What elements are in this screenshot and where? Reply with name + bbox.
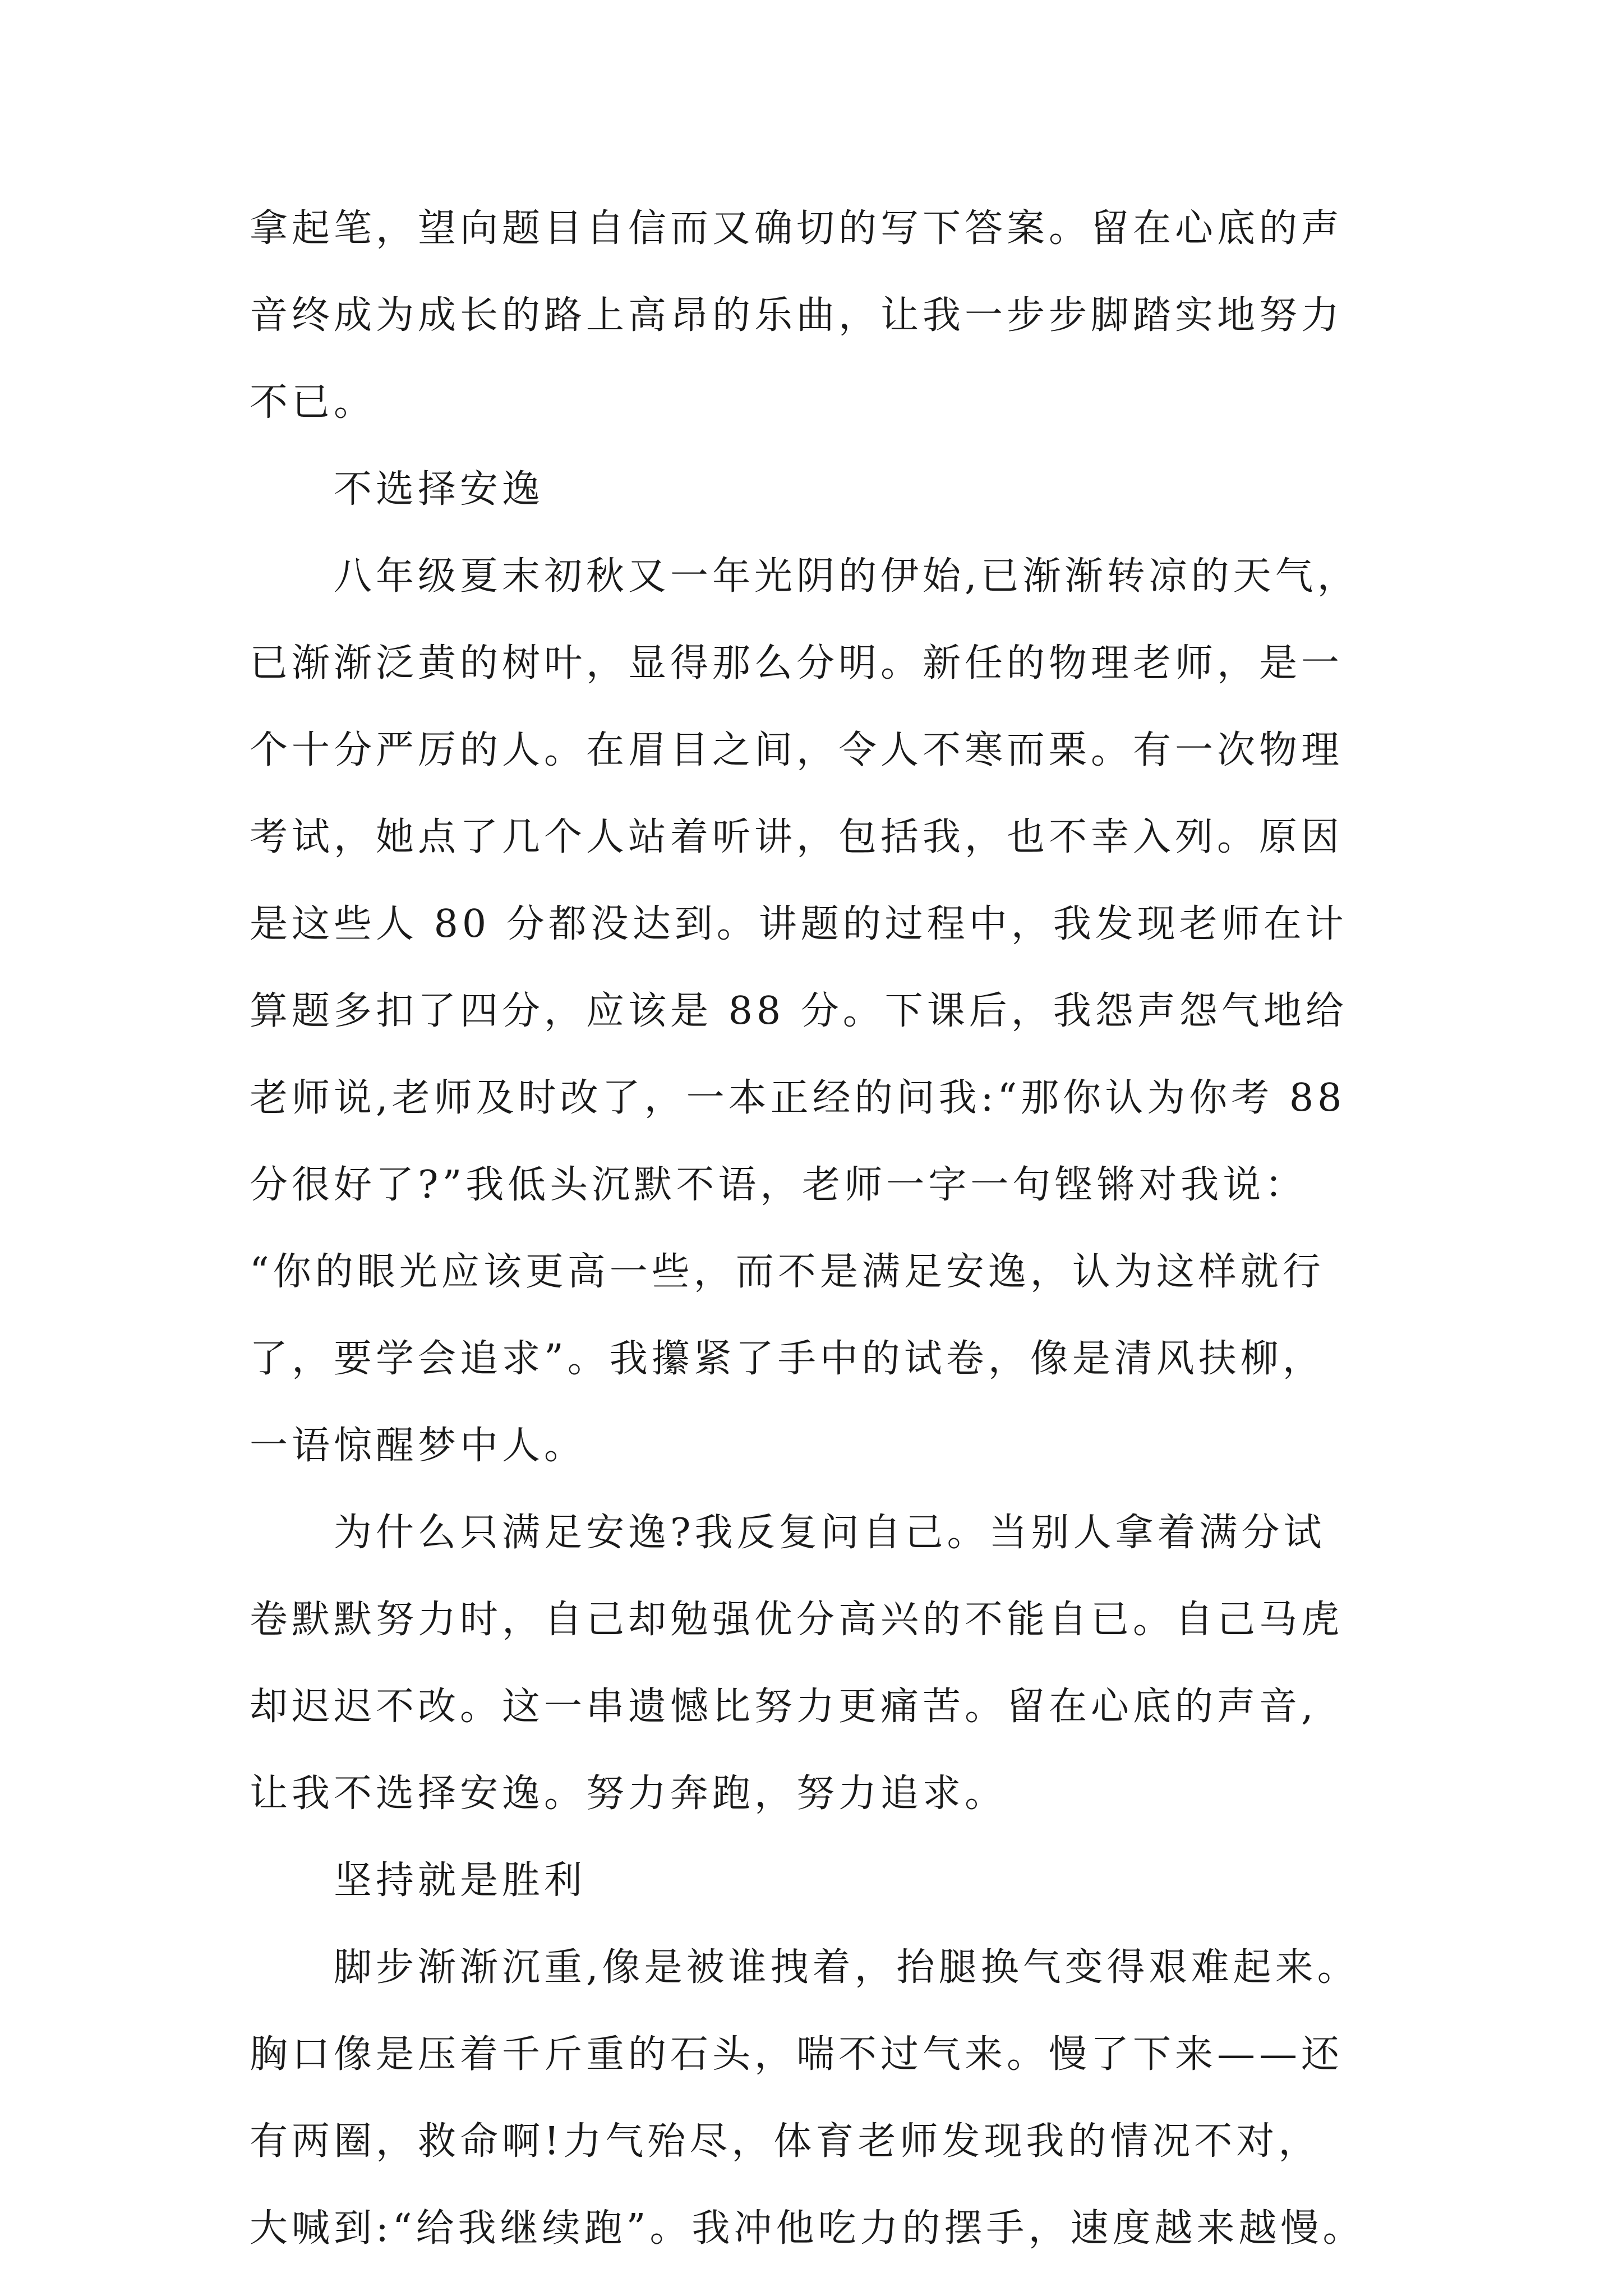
text-line: 考试，她点了几个人站着听讲，包括我，也不幸入列。原因	[250, 815, 1344, 859]
text-line: 八年级夏末初秋又一年光阴的伊始,已渐渐转凉的天气，	[334, 554, 1359, 599]
text-line: 音终成为成长的路上高昂的乐曲，让我一步步脚踏实地努力	[250, 293, 1344, 338]
text-line: 为什么只满足安逸?我反复问自己。当别人拿着满分试	[334, 1511, 1326, 1555]
text-line: 分很好了?”我低头沉默不语，老师一字一句铿锵对我说：	[250, 1163, 1307, 1207]
section-heading: 坚持就是胜利	[334, 1858, 587, 1903]
text-line: 算题多扣了四分，应该是 88 分。下课后，我怨声怨气地给	[250, 989, 1348, 1033]
text-line: 脚步渐渐沉重,像是被谁拽着，抬腿换气变得艰难起来。	[334, 1945, 1359, 1990]
text-line: 有两圈，救命啊!力气殆尽，体育老师发现我的情况不对，	[250, 2119, 1321, 2164]
text-line: 却迟迟不改。这一串遗憾比努力更痛苦。留在心底的声音,	[250, 1685, 1317, 1729]
text-line: 已渐渐泛黄的树叶，显得那么分明。新任的物理老师，是一	[250, 641, 1344, 685]
section-heading: 不选择安逸	[334, 467, 545, 512]
text-line: 大喊到:“给我继续跑”。我冲他吃力的摆手，速度越来越慢。	[250, 2206, 1365, 2251]
text-line: 胸口像是压着千斤重的石头，喘不过气来。慢了下来——还	[250, 2032, 1344, 2077]
text-line: 是这些人 80 分都没达到。讲题的过程中，我发现老师在计	[250, 902, 1348, 946]
text-line: 卷默默努力时，自己却勉强优分高兴的不能自已。自己马虎	[250, 1598, 1344, 1642]
text-line: 个十分严厉的人。在眉目之间，令人不寒而栗。有一次物理	[250, 728, 1344, 772]
text-line: 拿起笔，望向题目自信而又确切的写下答案。留在心底的声	[250, 206, 1344, 251]
text-line: 一语惊醒梦中人。	[250, 1424, 587, 1468]
text-line: 了，要学会追求”。我攥紧了手中的试卷，像是清风扶柳，	[250, 1337, 1325, 1381]
text-line: “你的眼光应该更高一些，而不是满足安逸，认为这样就行	[250, 1250, 1325, 1294]
text-line: 让我不选择安逸。努力奔跑，努力追求。	[250, 1772, 1007, 1816]
text-line: 老师说,老师及时改了，一本正经的问我:“那你认为你考 88	[250, 1076, 1346, 1120]
document-body	[250, 185, 1388, 2272]
text-line: 不已。	[250, 380, 376, 425]
